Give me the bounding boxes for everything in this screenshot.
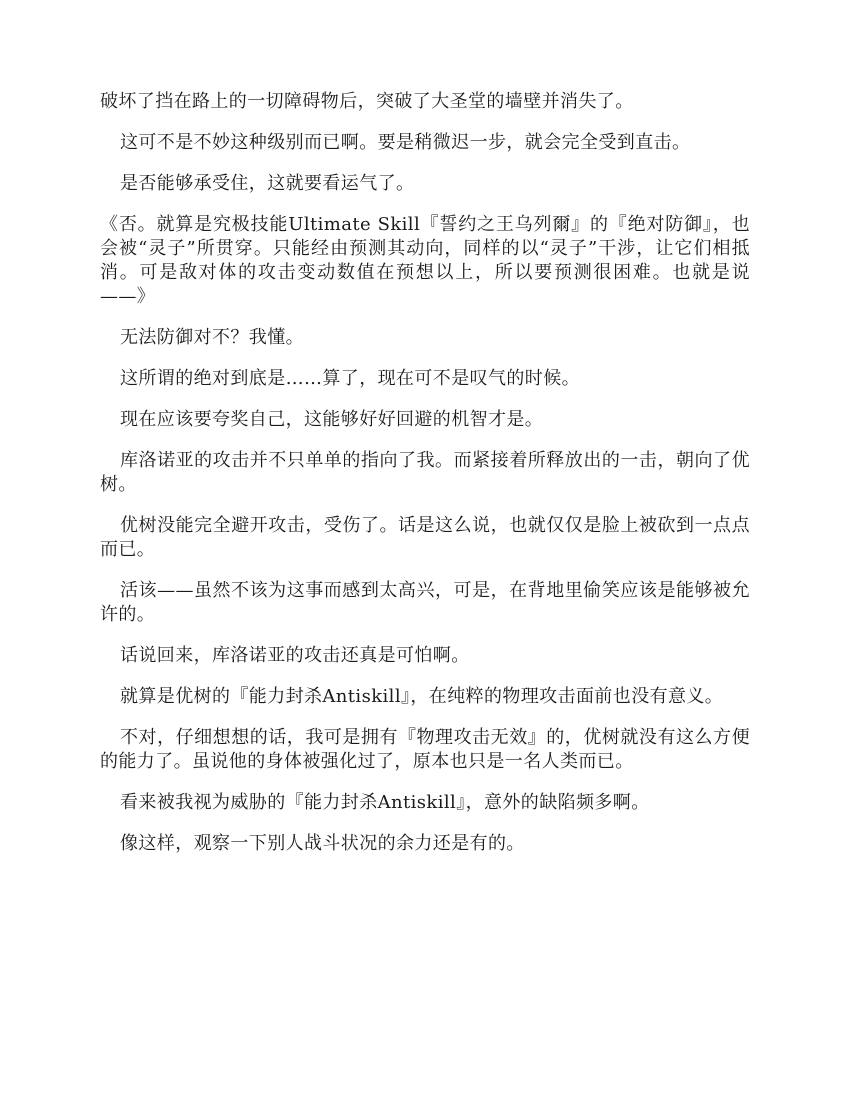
paragraph-10: 活该——虽然不该为这事而感到太高兴，可是，在背地里偷笑应该是能够被允许的。 — [100, 580, 750, 625]
paragraph-7: 现在应该要夸奖自己，这能够好好回避的机智才是。 — [120, 409, 544, 430]
paragraph-2: 这可不是不妙这种级别而已啊。要是稍微迟一步，就会完全受到直击。 — [120, 132, 691, 153]
paragraph-1: 破坏了挡在路上的一切障碍物后，突破了大圣堂的墙壁并消失了。 — [100, 91, 634, 112]
paragraph-5: 无法防御对不？我懂。 — [120, 327, 304, 348]
paragraph-12: 就算是优树的『能力封杀Antiskill』，在纯粹的物理攻击面前也没有意义。 — [120, 686, 724, 707]
document-page — [100, 90, 750, 873]
paragraph-9: 优树没能完全避开攻击，受伤了。话是这么说，也就仅仅是脸上被砍到一点点而已。 — [100, 515, 750, 560]
paragraph-4: 《否。就算是究极技能Ultimate Skill『誓约之王乌列爾』的『绝对防御』，也会被“灵子”所贯穿。只能经由预测其动向，同样的以“灵子”干涉，让它们相抵消。可是敌对体的攻击变动数值在预想以上，所以要预测很困难。也就是说——》 — [100, 214, 750, 307]
paragraph-15: 像这样，观察一下别人战斗状况的余力还是有的。 — [120, 833, 525, 854]
paragraph-11: 话说回来，库洛诺亚的攻击还真是可怕啊。 — [120, 645, 470, 666]
paragraph-14: 看来被我视为威胁的『能力封杀Antiskill』，意外的缺陷频多啊。 — [120, 792, 650, 813]
paragraph-8: 库洛诺亚的攻击并不只单单的指向了我。而紧接着所释放出的一击，朝向了优树。 — [100, 450, 750, 495]
paragraph-6: 这所谓的绝对到底是……算了，现在可不是叹气的时候。 — [120, 368, 580, 389]
paragraph-3: 是否能够承受住，这就要看运气了。 — [120, 173, 415, 194]
paragraph-13: 不对，仔细想想的话，我可是拥有『物理攻击无效』的，优树就没有这么方便的能力了。虽说他的身体被强化过了，原本也只是一名人类而已。 — [100, 727, 750, 772]
